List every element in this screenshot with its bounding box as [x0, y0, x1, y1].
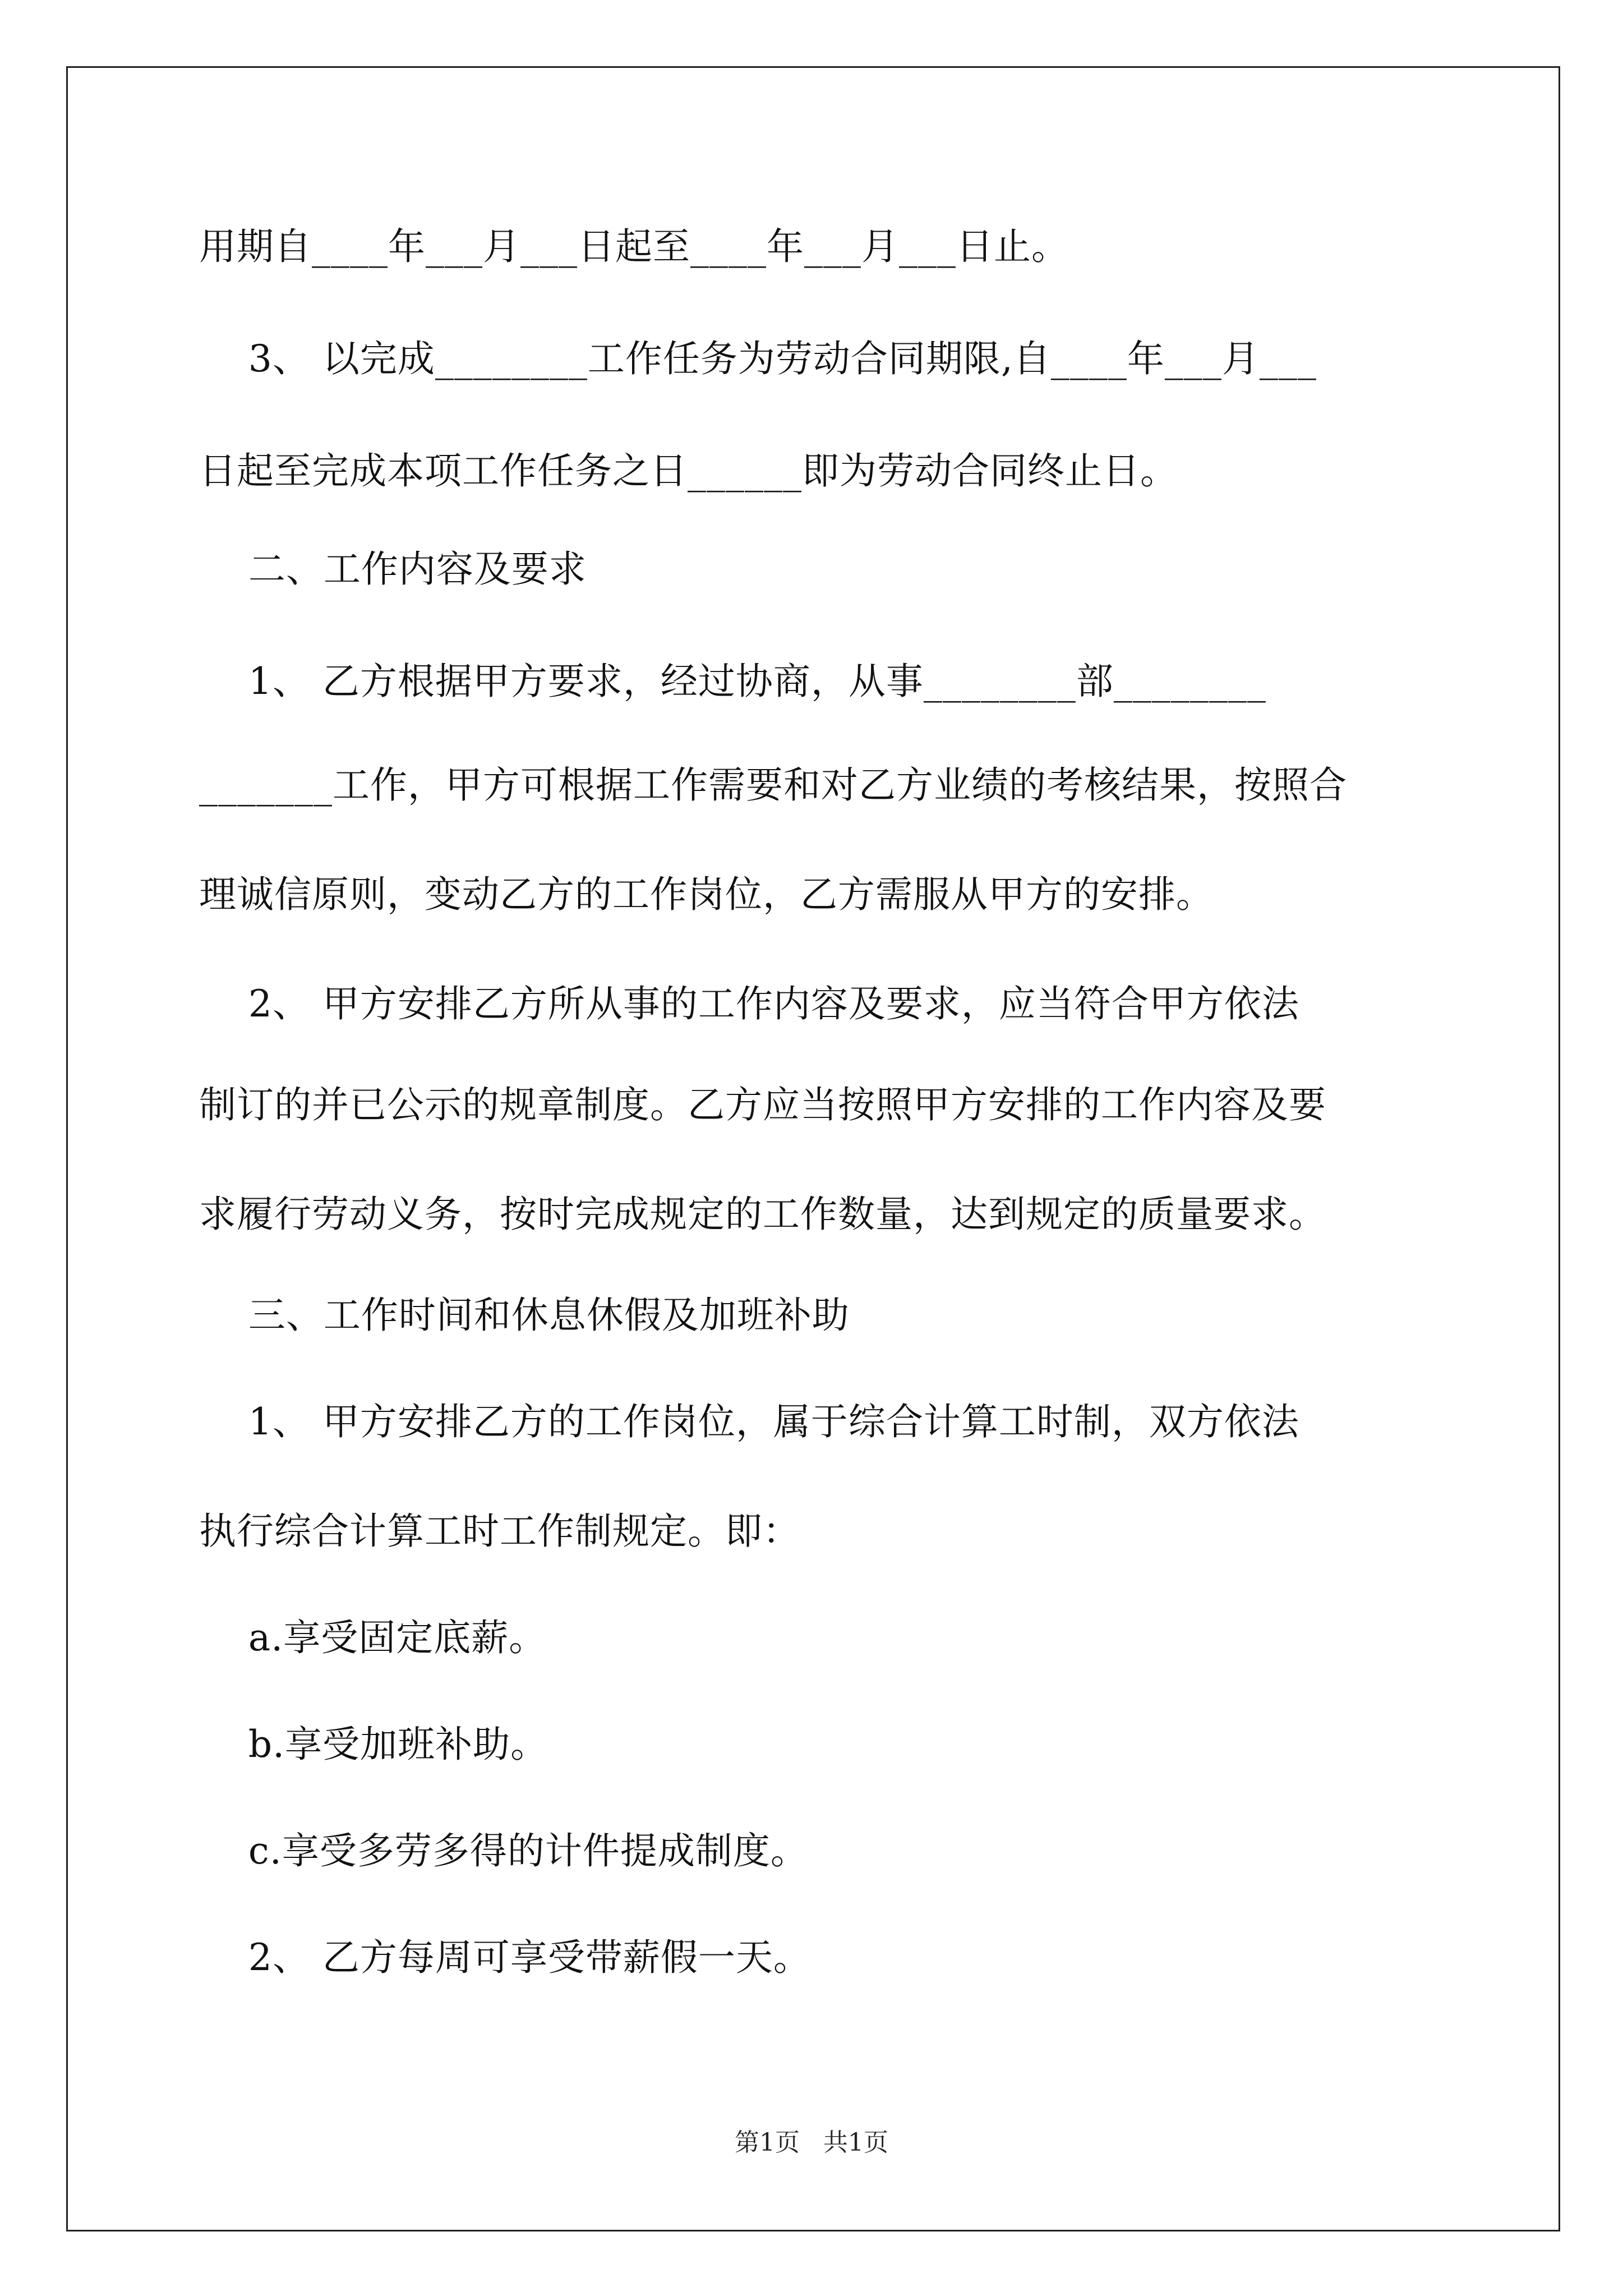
section-heading: 二、工作内容及要求: [199, 547, 587, 591]
text-line: 理诚信原则，变动乙方的工作岗位，乙方需服从甲方的安排。: [199, 873, 1214, 916]
section-heading: 三、工作时间和休息休假及加班补助: [199, 1294, 850, 1337]
text-line: _______工作，甲方可根据工作需要和对乙方业绩的考核结果，按照合: [199, 763, 1347, 807]
list-item: b.享受加班补助。: [199, 1723, 548, 1766]
text-line: 2、 甲方安排乙方所从事的工作内容及要求，应当符合甲方依法: [199, 982, 1299, 1025]
text-line: 3、 以完成________工作任务为劳动合同期限,自____年___月___: [199, 337, 1317, 380]
list-item: a.享受固定底薪。: [199, 1616, 547, 1659]
text-line: 执行综合计算工时工作制规定。即：: [199, 1510, 800, 1553]
text-line: 1、 乙方根据甲方要求，经过协商，从事________部________: [199, 660, 1266, 703]
page-border: [66, 66, 1560, 2231]
text-line: 制订的并已公示的规章制度。乙方应当按照甲方安排的工作内容及要: [199, 1083, 1326, 1126]
text-line: 1、 甲方安排乙方的工作岗位，属于综合计算工时制，双方依法: [199, 1400, 1299, 1443]
text-line: 2、 乙方每周可享受带薪假一天。: [199, 1936, 811, 1979]
list-item: c.享受多劳多得的计件提成制度。: [199, 1829, 808, 1872]
text-line: 日起至完成本项工作任务之日______即为劳动合同终止日。: [199, 449, 1178, 493]
page-footer: 第1页 共1页: [735, 2128, 888, 2157]
text-line: 求履行劳动义务，按时完成规定的工作数量，达到规定的质量要求。: [199, 1193, 1326, 1236]
text-line: 用期自____年___月___日起至____年___月___日止。: [199, 225, 1069, 268]
